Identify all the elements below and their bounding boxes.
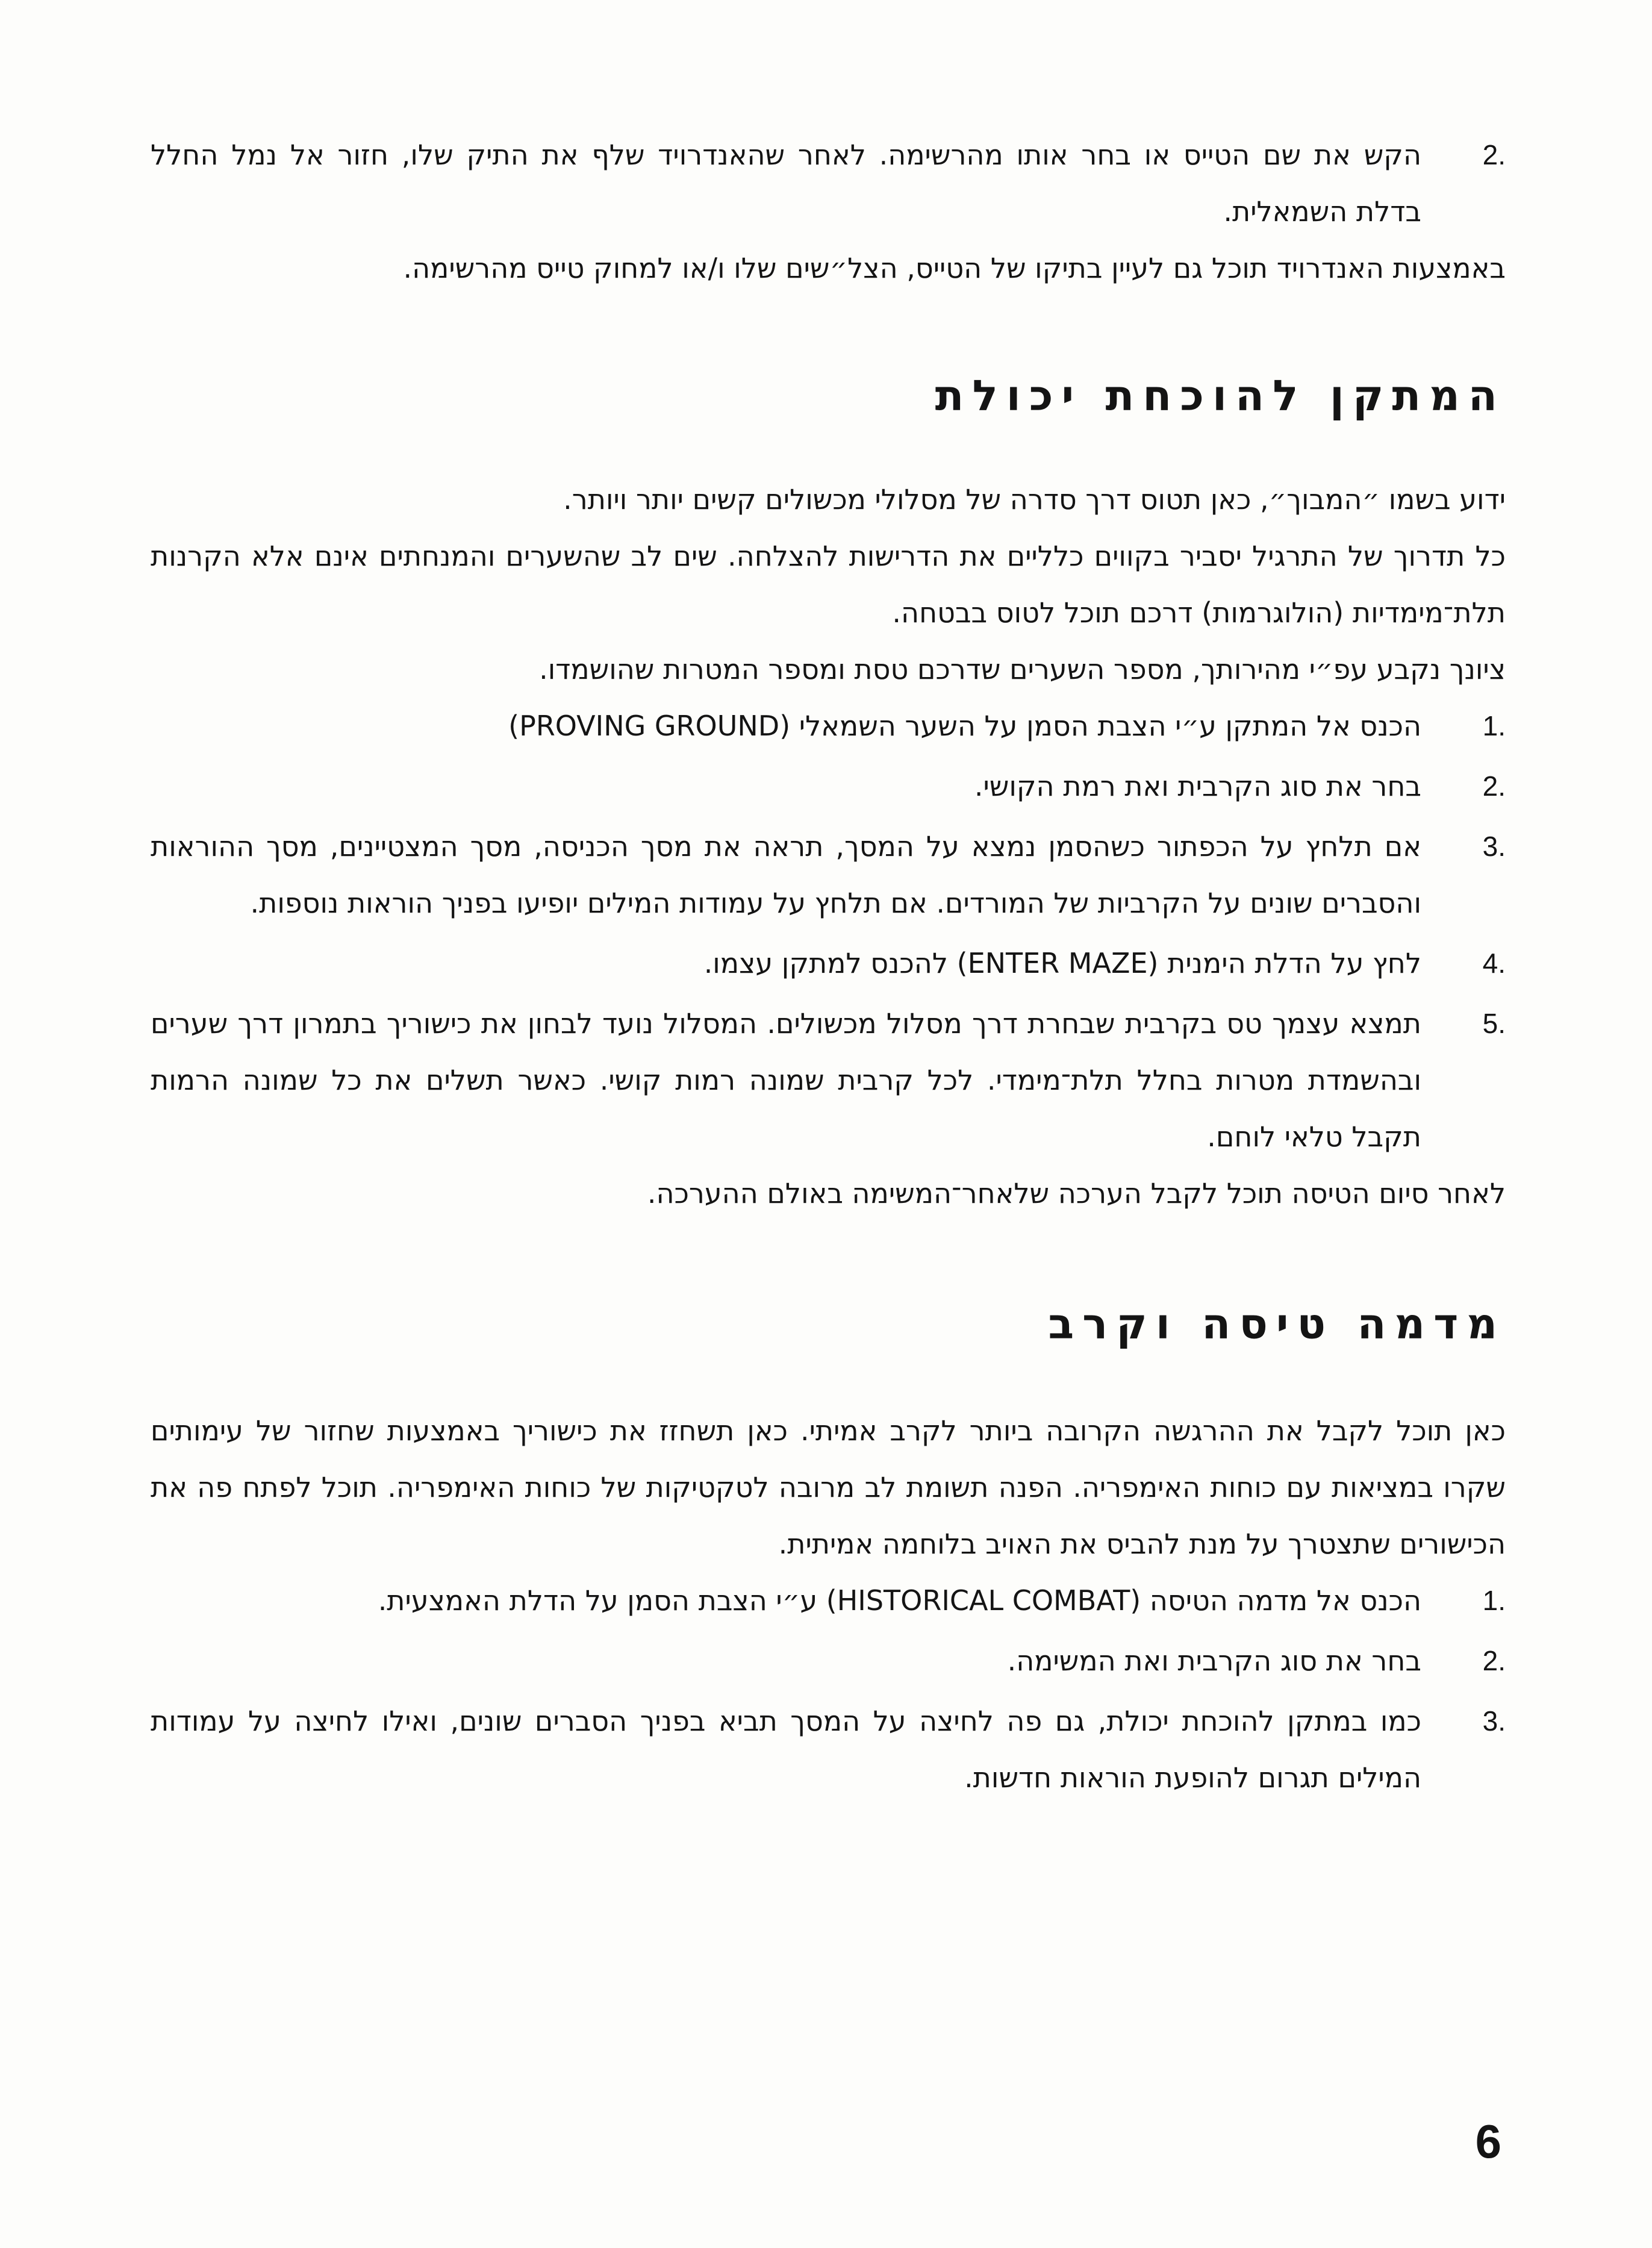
item-number: .1 — [1482, 710, 1506, 742]
top-list — [151, 126, 1506, 240]
list-item — [151, 818, 1506, 931]
list-item — [151, 758, 1506, 814]
list-item — [151, 1632, 1506, 1689]
item-number: .3 — [1482, 831, 1506, 862]
item-text: תמצא עצמך טס בקרבית שבחרת דרך מסלול מכשולים. המסלול נועד לבחון את כישוריך בתמרון דרך שערים ובהשמדת מטרות בחלל תלת־מימדי. לכל קרבית שמונה רמות קושי. כאשר תשלים את כל שמונה הרמות תקבל טלאי לוחם. — [151, 1007, 1421, 1153]
list-item — [151, 698, 1506, 754]
document-page — [151, 126, 1506, 1806]
proving-ground-steps — [151, 698, 1506, 1165]
item-number: .4 — [1482, 948, 1506, 979]
item-number: .2 — [1482, 770, 1506, 802]
item-text: אם תלחץ על הכפתור כשהסמן נמצא על המסך, תראה את מסך הכניסה, מסך המצטיינים, מסך ההוראות והסברים שונים על הקרביות של המורדים. אם תלחץ על עמודות המילים יופיעו בפניך הוראות נוספות. — [151, 830, 1421, 919]
list-item — [151, 995, 1506, 1165]
item-number: .2 — [1482, 1645, 1506, 1676]
section-heading-flight-simulator: מדמה טיסה וקרב — [1048, 1299, 1506, 1349]
item-number: .2 — [1482, 139, 1506, 170]
paragraph: באמצעות האנדרויד תוכל גם לעיין בתיקו של הטייס, הצל״שים שלו ו/או למחוק טייס מהרשימה. — [403, 252, 1506, 284]
simulator-steps — [151, 1572, 1506, 1806]
list-item — [151, 1693, 1506, 1806]
item-text: לחץ על הדלת הימנית (ENTER MAZE) להכנס למתקן עצמו. — [703, 947, 1421, 979]
item-text: הקש את שם הטייס או בחר אותו מהרשימה. לאחר שהאנדרויד שלף את התיק שלו, חזור אל נמל החלל בדלת השמאלית. — [151, 139, 1421, 228]
item-number: .3 — [1482, 1705, 1506, 1737]
paragraph: כל תדרוך של התרגיל יסביר בקווים כלליים את הדרישות להצלחה. שים לב שהשערים והמנחתים אינם אלא הקרנות תלת־מימדיות (הולוגרמות) דרכם תוכל לטוס בבטחה. — [151, 540, 1506, 629]
paragraph: לאחר סיום הטיסה תוכל לקבל הערכה שלאחר־המשימה באולם ההערכה. — [647, 1177, 1506, 1210]
section-heading-proving-ground: המתקן להוכחת יכולת — [935, 371, 1506, 420]
paragraph: כאן תוכל לקבל את ההרגשה הקרובה ביותר לקרב אמיתי. כאן תשחזז את כישוריך באמצעות שחזור של עימותים שקרו במציאות עם כוחות האימפריה. הפנה תשומת לב מרובה לטקטיקות של כוחות האימפריה. תוכל לפתח פה את הכישורים שתצטרך על מנת להביס את האויב בלוחמה אמיתית. — [151, 1414, 1506, 1560]
list-item — [151, 935, 1506, 991]
item-text: הכנס אל מדמה הטיסה (HISTORICAL COMBAT) ע״י הצבת הסמן על הדלת האמצעית. — [378, 1584, 1421, 1617]
item-text: כמו במתקן להוכחת יכולת, גם פה לחיצה על המסך תביא בפניך הסברים שונים, ואילו לחיצה על עמודות המילים תגרום להופעת הוראות חדשות. — [151, 1705, 1421, 1794]
page-number: 6 — [1475, 2115, 1501, 2168]
item-number: .1 — [1482, 1585, 1506, 1616]
paragraph: ציונך נקבע עפ״י מהירותך, מספר השערים שדרכם טסת ומספר המטרות שהושמדו. — [539, 653, 1506, 685]
item-number: .5 — [1482, 1008, 1506, 1039]
paragraph: ידוע בשמו ״המבוך״, כאן תטוס דרך סדרה של מסלולי מכשולים קשים יותר ויותר. — [563, 483, 1506, 516]
item-text: בחר את סוג הקרבית ואת המשימה. — [1007, 1644, 1421, 1677]
item-text: הכנס אל המתקן ע״י הצבת הסמן על השער השמאלי (PROVING GROUND) — [508, 710, 1421, 742]
list-item — [151, 1572, 1506, 1629]
list-item — [151, 126, 1506, 240]
item-text: בחר את סוג הקרבית ואת רמת הקושי. — [974, 770, 1421, 802]
